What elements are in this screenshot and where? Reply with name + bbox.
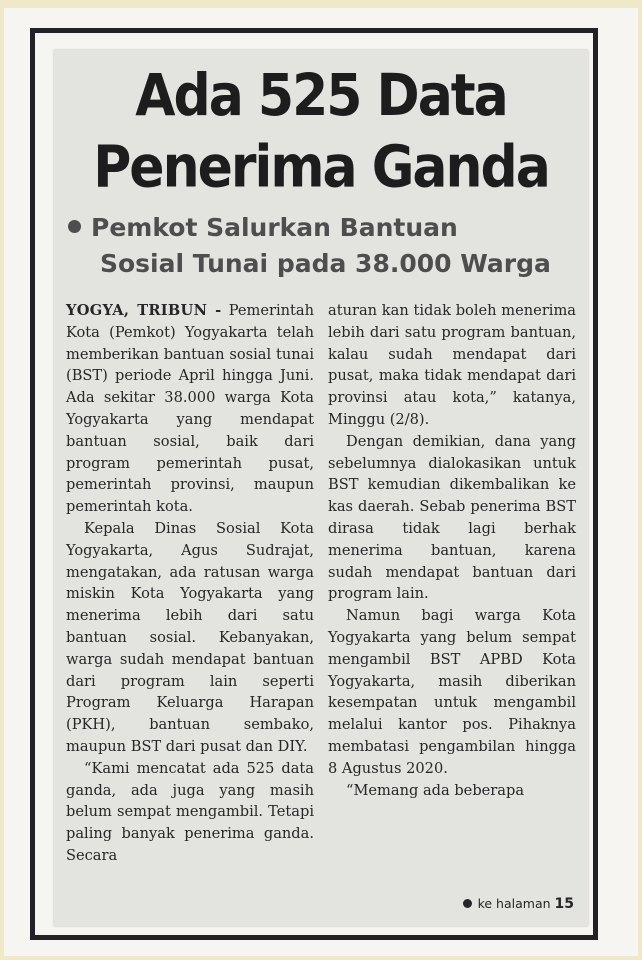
paragraph: Namun bagi warga Kota Yogyakarta yang belum sempat mengambil BST APBD Kota Yogyakarta, masih diberikan kesempatan untuk mengambil melalui kantor pos. Pihaknya membatasi pengambilan hingga 8 Agustus 2020. [328,607,576,777]
headline-line-2: Penerima Ganda [93,133,549,202]
bullet-icon [68,220,81,233]
paragraph: “Kami mencatat ada 525 data ganda, ada juga yang masih belum sempat mengambil. Tetapi paling banyak penerima ganda. Secara [66,759,314,864]
paragraph: Dengan demikian, dana yang sebelumnya dialokasikan untuk BST kemudian dikembalikan ke kas daerah. Sebab penerima BST dirasa tidak lagi berhak menerima bantuan, karena sudah mendapat bantuan dari program lain. [328,432,576,603]
paragraph [66,300,314,518]
bullet-icon [463,899,472,908]
headline-line-1: Ada 525 Data [135,62,507,130]
newspaper-clipping [54,50,588,926]
dateline: YOGYA, TRIBUN - [66,302,222,319]
continued-page-number: 15 [554,896,574,912]
continued-label: ke halaman [477,896,551,911]
subhead-line-1: Pemkot Salurkan Bantuan [91,213,458,242]
subheadline [68,210,578,282]
subhead-line-2: Sosial Tunai pada 38.000 Warga [100,249,551,278]
paragraph-text: Pemerintah Kota (Pemkot) Yogyakarta telah memberikan bantuan sosial tunai (BST) periode April hingga Juni. Ada sekitar 38.000 warga Kota Yogyakarta yang mendapat bantuan sosial, baik dari program pemerintah pusat, pemerintah provinsi, maupun pemerintah kota. [66,302,314,516]
article-column-right [328,300,576,801]
paragraph: Kepala Dinas Sosial Kota Yogyakarta, Agus Sudrajat, mengatakan, ada ratusan warga miskin Kota Yogyakarta yang menerima lebih dari satu bantuan sosial. Kebanyakan, warga sudah mendapat bantuan dari program lain seperti Program Keluarga Harapan (PKH), bantuan sembako, maupun BST dari pusat dan DIY. [66,519,314,755]
paragraph: aturan kan tidak boleh menerima lebih dari satu program bantuan, kalau sudah mendapat dari pusat, maka tidak mendapat dari provinsi atau kota,” katanya, Minggu (2/8). [328,302,576,428]
headline [54,60,588,203]
paragraph: “Memang ada beberapa [346,781,525,799]
continued-on-page [463,896,574,912]
article-column-left [66,300,314,867]
